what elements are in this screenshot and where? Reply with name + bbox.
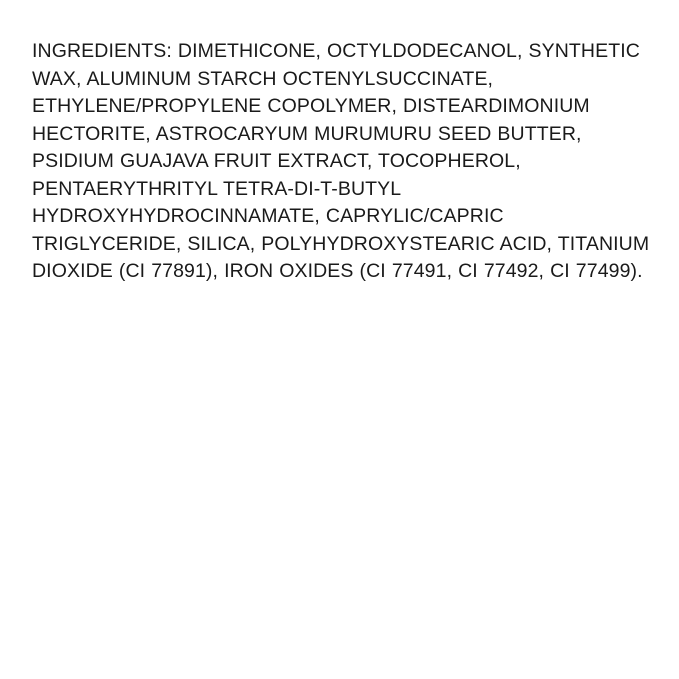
ingredients-paragraph: INGREDIENTS: DIMETHICONE, OCTYLDODECANOL, SYNTHETIC WAX, ALUMINUM STARCH OCTENYLSUCCINATE, ETHYLENE/PROPYLENE COPOLYMER, DISTEARDIMONIUM HECTORITE, ASTROCARYUM MURUMURU SEED BUTTER, PSIDIUM GUAJAVA FRUIT EXTRACT, TOCOPHEROL, PENTAERYTHRITYL TETRA-DI-T-BUTYL HYDROXYHYDROCINNAMATE, CAPRYLIC/CAPRIC TRIGLYCERIDE, SILICA, POLYHYDROXYSTEARIC ACID, TITANIUM DIOXIDE (CI 77891), IRON OXIDES (CI 77491, CI 77492, CI 77499). [32, 40, 656, 282]
ingredients-block [32, 38, 656, 286]
